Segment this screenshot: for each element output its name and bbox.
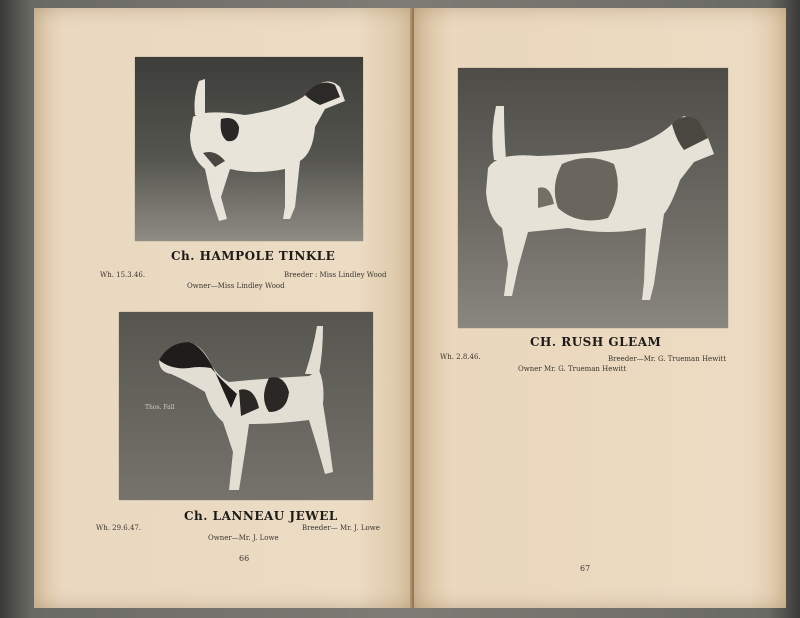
entry-title: Ch. HAMPOLE TINKLE	[171, 249, 336, 263]
dog-photo-rush-gleam	[458, 68, 728, 328]
owner-line: Owner—Miss Lindley Wood	[187, 282, 285, 290]
breeder-line: Breeder : Miss Lindley Wood	[284, 271, 387, 279]
breeder-line: Breeder— Mr. J. Lowe	[302, 524, 380, 532]
entry-title: Ch. LANNEAU JEWEL	[184, 509, 338, 523]
owner-line: Owner—Mr. J. Lowe	[208, 534, 279, 542]
page-number: 67	[580, 564, 591, 573]
left-page	[34, 8, 414, 608]
breeder-line: Breeder—Mr. G. Trueman Hewitt	[608, 355, 727, 363]
photographer-watermark: Thos. Fall	[145, 404, 175, 411]
dog-photo-hampole-tinkle	[135, 57, 363, 241]
whelped-date: Wh. 15.3.46.	[100, 271, 146, 279]
whelped-date: Wh. 2.8.46.	[440, 353, 481, 361]
entry-title: CH. RUSH GLEAM	[530, 335, 662, 349]
whelped-date: Wh. 29.6.47.	[96, 524, 142, 532]
dog-photo-lanneau-jewel	[119, 312, 373, 500]
owner-line: Owner Mr. G. Trueman Hewitt	[518, 365, 627, 373]
page-number: 66	[239, 554, 250, 563]
right-page	[414, 8, 786, 608]
